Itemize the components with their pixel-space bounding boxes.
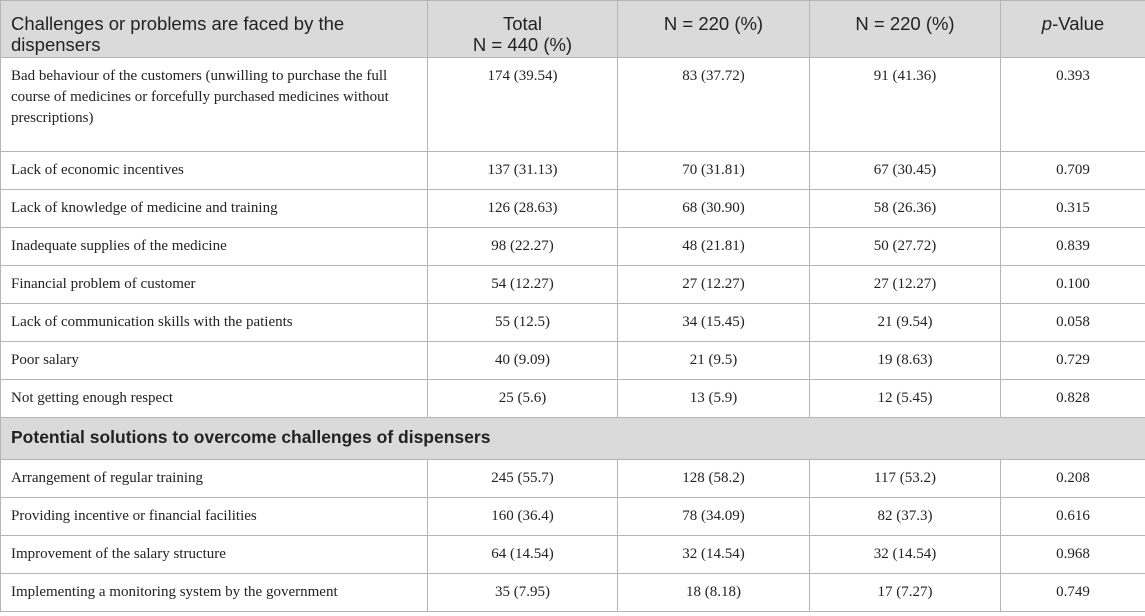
cell-p-value: 0.058: [1001, 304, 1145, 342]
table-row: [1, 460, 1145, 498]
table-row: [1, 58, 1145, 152]
table-row: [1, 536, 1145, 574]
cell-group1: 18 (8.18): [618, 574, 810, 612]
cell-group1: 34 (15.45): [618, 304, 810, 342]
row-label: Implementing a monitoring system by the government: [1, 574, 428, 612]
header-p-italic: p: [1041, 13, 1053, 34]
cell-group2: 82 (37.3): [810, 498, 1001, 536]
cell-group1: 128 (58.2): [618, 460, 810, 498]
header-total: [428, 1, 618, 58]
row-label: Not getting enough respect: [1, 380, 428, 418]
cell-p-value: 0.839: [1001, 228, 1145, 266]
cell-group2: 58 (26.36): [810, 190, 1001, 228]
header-p-value: [1001, 1, 1145, 58]
cell-group2: 12 (5.45): [810, 380, 1001, 418]
cell-p-value: 0.100: [1001, 266, 1145, 304]
cell-group2: 50 (27.72): [810, 228, 1001, 266]
cell-group1: 70 (31.81): [618, 152, 810, 190]
cell-group1: 21 (9.5): [618, 342, 810, 380]
section-title: Potential solutions to overcome challenges of dispensers: [1, 418, 1145, 460]
cell-group1: 83 (37.72): [618, 58, 810, 152]
table-row: [1, 228, 1145, 266]
cell-group2: 117 (53.2): [810, 460, 1001, 498]
cell-total: 137 (31.13): [428, 152, 618, 190]
cell-p-value: 0.968: [1001, 536, 1145, 574]
cell-group1: 27 (12.27): [618, 266, 810, 304]
section-body: [1, 418, 1145, 460]
table-row: [1, 574, 1145, 612]
cell-total: 174 (39.54): [428, 58, 618, 152]
table-row: [1, 266, 1145, 304]
cell-group2: 32 (14.54): [810, 536, 1001, 574]
cell-total: 35 (7.95): [428, 574, 618, 612]
header-total-n: N = 440 (%): [472, 34, 573, 55]
cell-group1: 13 (5.9): [618, 380, 810, 418]
section-row: [1, 418, 1145, 460]
row-label: Improvement of the salary structure: [1, 536, 428, 574]
header-p-rest: -Value: [1052, 13, 1105, 34]
cell-total: 160 (36.4): [428, 498, 618, 536]
cell-group1: 78 (34.09): [618, 498, 810, 536]
cell-group2: 27 (12.27): [810, 266, 1001, 304]
header-challenges: Challenges or problems are faced by the dispensers: [1, 1, 428, 58]
header-row: [1, 1, 1145, 58]
row-label: Lack of economic incentives: [1, 152, 428, 190]
cell-group2: 67 (30.45): [810, 152, 1001, 190]
row-label: Providing incentive or financial facilities: [1, 498, 428, 536]
cell-group1: 48 (21.81): [618, 228, 810, 266]
cell-total: 55 (12.5): [428, 304, 618, 342]
table-row: [1, 304, 1145, 342]
cell-p-value: 0.749: [1001, 574, 1145, 612]
cell-group2: 91 (41.36): [810, 58, 1001, 152]
cell-group1: 32 (14.54): [618, 536, 810, 574]
cell-group2: 21 (9.54): [810, 304, 1001, 342]
solutions-body: [1, 460, 1145, 612]
cell-total: 98 (22.27): [428, 228, 618, 266]
cell-group2: 17 (7.27): [810, 574, 1001, 612]
header-total-title: Total: [502, 13, 543, 34]
cell-total: 64 (14.54): [428, 536, 618, 574]
cell-p-value: 0.709: [1001, 152, 1145, 190]
row-label: Arrangement of regular training: [1, 460, 428, 498]
table-row: [1, 190, 1145, 228]
cell-total: 245 (55.7): [428, 460, 618, 498]
header-group2: N = 220 (%): [810, 1, 1001, 58]
table-row: [1, 342, 1145, 380]
cell-total: 126 (28.63): [428, 190, 618, 228]
cell-p-value: 0.729: [1001, 342, 1145, 380]
cell-total: 40 (9.09): [428, 342, 618, 380]
cell-p-value: 0.208: [1001, 460, 1145, 498]
row-label: Poor salary: [1, 342, 428, 380]
row-label: Lack of knowledge of medicine and training: [1, 190, 428, 228]
cell-group2: 19 (8.63): [810, 342, 1001, 380]
header-group1: N = 220 (%): [618, 1, 810, 58]
cell-total: 25 (5.6): [428, 380, 618, 418]
cell-p-value: 0.828: [1001, 380, 1145, 418]
row-label: Financial problem of customer: [1, 266, 428, 304]
row-label: Inadequate supplies of the medicine: [1, 228, 428, 266]
table-row: [1, 498, 1145, 536]
cell-group1: 68 (30.90): [618, 190, 810, 228]
cell-total: 54 (12.27): [428, 266, 618, 304]
challenges-body: [1, 58, 1145, 418]
cell-p-value: 0.393: [1001, 58, 1145, 152]
row-label: Lack of communication skills with the patients: [1, 304, 428, 342]
cell-p-value: 0.315: [1001, 190, 1145, 228]
cell-p-value: 0.616: [1001, 498, 1145, 536]
table-row: [1, 152, 1145, 190]
table-row: [1, 380, 1145, 418]
row-label: Bad behaviour of the customers (unwilling to purchase the full course of medicines or forcefully purchased medicines without prescriptions): [1, 58, 428, 152]
